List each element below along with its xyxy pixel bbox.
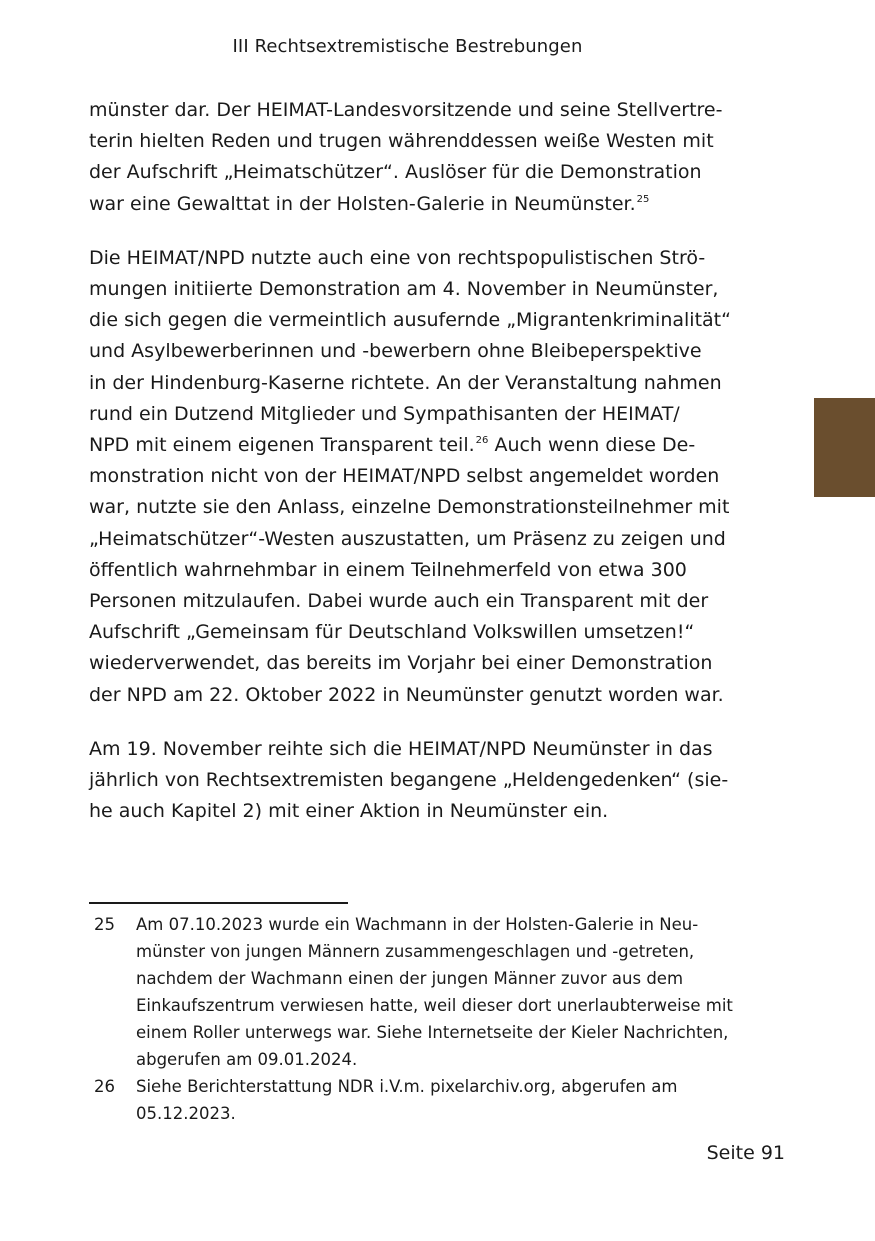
footnote-line: abgerufen am 09.01.2024. bbox=[136, 1050, 358, 1069]
text-line: monstration nicht von der HEIMAT/NPD selbst angemeldet worden bbox=[89, 465, 720, 488]
text-line: Die HEIMAT/NPD nutzte auch eine von rechtspopulistischen Strö- bbox=[89, 246, 706, 269]
paragraph-1 bbox=[89, 95, 729, 220]
text-line: war, nutzte sie den Anlass, einzelne Demonstrationsteilnehmer mit bbox=[89, 496, 730, 519]
footnote-line: einem Roller unterwegs war. Siehe Internetseite der Kieler Nachrichten, bbox=[136, 1023, 729, 1042]
text-line: wiederverwendet, das bereits im Vorjahr bei einer Demonstration bbox=[89, 652, 713, 675]
body-text bbox=[89, 95, 729, 850]
text-line: öffentlich wahrnehmbar in einem Teilnehmerfeld von etwa 300 bbox=[89, 558, 687, 581]
paragraph-2 bbox=[89, 243, 729, 711]
footnote-26 bbox=[89, 1073, 749, 1127]
text-line: und Asylbewerberinnen und -bewerbern ohne Bleibeperspektive bbox=[89, 340, 702, 363]
footnote-divider bbox=[89, 902, 348, 904]
text-line: Am 19. November reihte sich die HEIMAT/NPD Neumünster in das bbox=[89, 737, 713, 760]
running-header: III Rechtsextremistische Bestrebungen bbox=[232, 36, 583, 57]
footnote-line: Einkaufszentrum verwiesen hatte, weil dieser dort unerlaubterweise mit bbox=[136, 996, 733, 1015]
text-line: jährlich von Rechtsextremisten begangene „Heldengedenken“ (sie- bbox=[89, 769, 729, 792]
text-segment: Auch wenn diese De- bbox=[488, 434, 696, 457]
footnote-line: Siehe Berichterstattung NDR i.V.m. pixelarchiv.org, abgerufen am bbox=[136, 1077, 678, 1096]
footnote-ref-26[interactable]: 26 bbox=[475, 435, 489, 447]
text-line: „Heimatschützer“-Westen auszustatten, um Präsenz zu zeigen und bbox=[89, 527, 726, 550]
text-line: die sich gegen die vermeintlich ausufernde „Migrantenkriminalität“ bbox=[89, 309, 731, 332]
text-segment: NPD mit einem eigenen Transparent teil. bbox=[89, 434, 475, 457]
footnote-number: 25 bbox=[94, 915, 115, 934]
footnotes bbox=[89, 911, 749, 1127]
text-line: der Aufschrift „Heimatschützer“. Auslöser für die Demonstration bbox=[89, 161, 702, 184]
text-line: he auch Kapitel 2) mit einer Aktion in Neumünster ein. bbox=[89, 800, 609, 823]
text-line: Aufschrift „Gemeinsam für Deutschland Volkswillen umsetzen!“ bbox=[89, 621, 695, 644]
text-line: der NPD am 22. Oktober 2022 in Neumünster genutzt worden war. bbox=[89, 683, 724, 706]
page-number: Seite 91 bbox=[706, 1142, 785, 1164]
text-line: mungen initiierte Demonstration am 4. November in Neumünster, bbox=[89, 278, 719, 301]
footnote-ref-25[interactable]: 25 bbox=[636, 193, 650, 205]
chapter-side-tab bbox=[814, 398, 875, 497]
footnote-line: 05.12.2023. bbox=[136, 1104, 236, 1123]
text-line: in der Hindenburg-Kaserne richtete. An der Veranstaltung nahmen bbox=[89, 371, 722, 394]
text-line-with-ref bbox=[89, 189, 729, 220]
footnote-25 bbox=[89, 911, 749, 1073]
text-line: münster dar. Der HEIMAT-Landesvorsitzende und seine Stellvertre- bbox=[89, 99, 723, 121]
text-line: rund ein Dutzend Mitglieder und Sympathisanten der HEIMAT/ bbox=[89, 402, 680, 425]
footnote-line: Am 07.10.2023 wurde ein Wachmann in der Holsten-Galerie in Neu- bbox=[136, 915, 699, 934]
text-line: Personen mitzulaufen. Dabei wurde auch ein Transparent mit der bbox=[89, 590, 709, 613]
text-line-with-ref bbox=[89, 430, 729, 461]
footnote-number: 26 bbox=[94, 1077, 115, 1096]
footnote-line: münster von jungen Männern zusammengeschlagen und -getreten, bbox=[136, 942, 695, 961]
footnote-line: nachdem der Wachmann einen der jungen Männer zuvor aus dem bbox=[136, 969, 684, 988]
text-segment: war eine Gewalttat in der Holsten-Galerie in Neumünster. bbox=[89, 192, 636, 215]
paragraph-3 bbox=[89, 734, 729, 828]
text-line: terin hielten Reden und trugen währenddessen weiße Westen mit bbox=[89, 130, 714, 153]
